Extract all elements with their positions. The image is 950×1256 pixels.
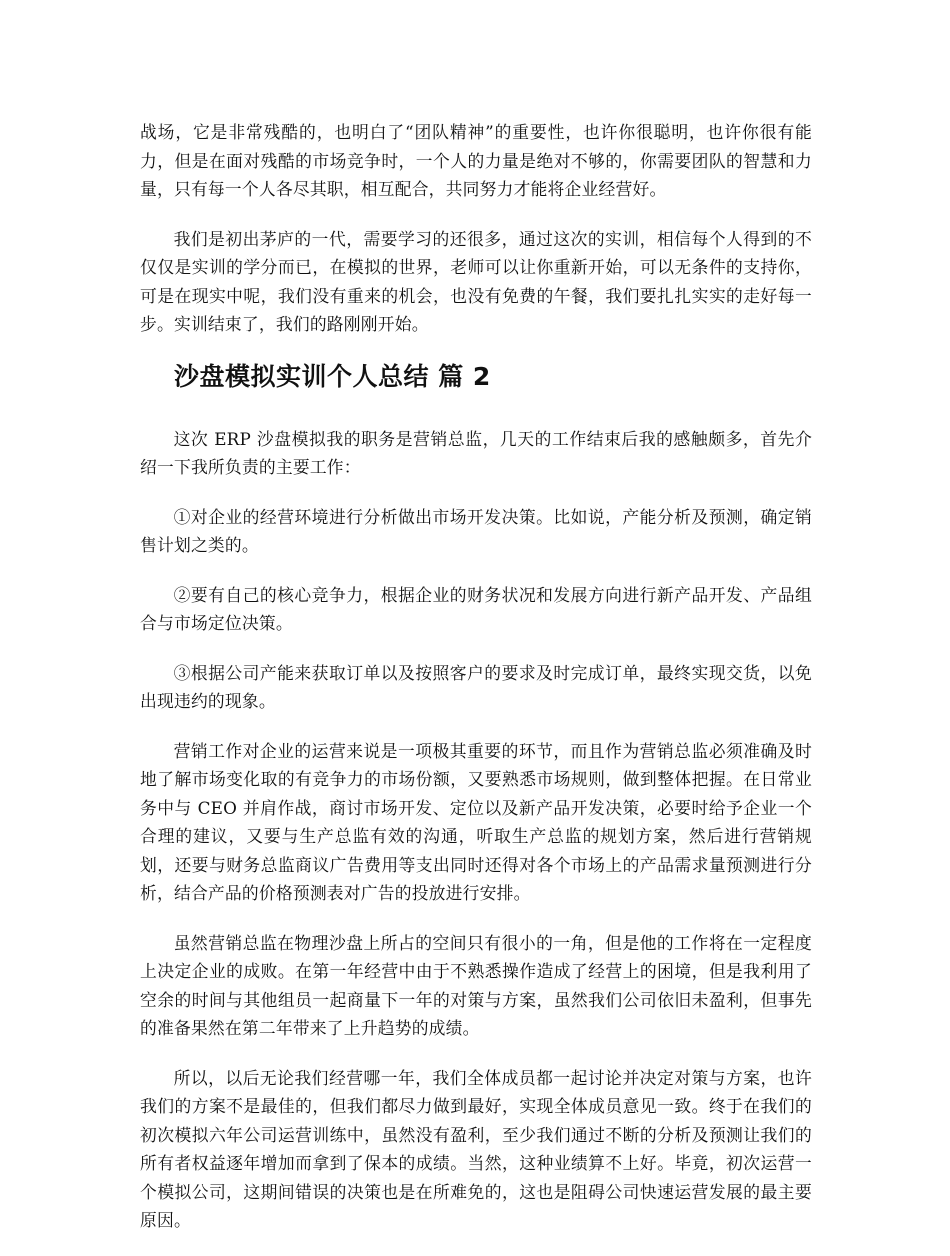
paragraph: 战场，它是非常残酷的，也明白了“团队精神”的重要性，也许你很聪明，也许你很有能力，但是在面对残酷的市场竞争时，一个人的力量是绝对不够的，你需要团队的智慧和力量，只有每一个人各尽其职，相互配合，共同努力才能将企业经营好。: [140, 122, 812, 199]
paragraph: 所以，以后无论我们经营哪一年，我们全体成员都一起讨论并决定对策与方案，也许我们的方案不是最佳的，但我们都尽力做到最好，实现全体成员意见一致。终于在我们的初次模拟六年公司运营训练中，虽然没有盈利，至少我们通过不断的分析及预测让我们的所有者权益逐年增加而拿到了保本的成绩。当然，这种业绩算不上好。毕竟，初次运营一个模拟公司，这期间错误的决策也是在所难免的，这也是阻碍公司快速运营发展的最主要原因。: [140, 1067, 812, 1230]
paragraph: ②要有自己的核心竞争力，根据企业的财务状况和发展方向进行新产品开发、产品组合与市场定位决策。: [140, 584, 812, 633]
paragraph: ①对企业的经营环境进行分析做出市场开发决策。比如说，产能分析及预测，确定销售计划之类的。: [140, 506, 812, 555]
paragraph: ③根据公司产能来获取订单以及按照客户的要求及时完成订单，最终实现交货，以免出现违约的现象。: [140, 662, 812, 711]
document-body: [140, 118, 812, 1256]
paragraph: 我们是初出茅庐的一代，需要学习的还很多，通过这次的实训，相信每个人得到的不仅仅是实训的学分而已，在模拟的世界，老师可以让你重新开始，可以无条件的支持你，可是在现实中呢，我们没有重来的机会，也没有免费的午餐，我们要扎扎实实的走好每一步。实训结束了，我们的路刚刚开始。: [140, 228, 812, 334]
paragraph: 营销工作对企业的运营来说是一项极其重要的环节，而且作为营销总监必须准确及时地了解市场变化取的有竞争力的市场份额，又要熟悉市场规则，做到整体把握。在日常业务中与 CEO 并肩作战，商讨市场开发、定位以及新产品开发决策，必要时给予企业一个合理的建议，又要与生产总监有效的沟通，听取生产总监的规划方案，然后进行营销规划，还要与财务总监商议广告费用等支出同时还得对各个市场上的产品需求量预测进行分析，结合产品的价格预测表对广告的投放进行安排。: [140, 740, 813, 903]
paragraph: 虽然营销总监在物理沙盘上所占的空间只有很小的一角，但是他的工作将在一定程度上决定企业的成败。在第一年经营中由于不熟悉操作造成了经营上的困境，但是我利用了空余的时间与其他组员一起商量下一年的对策与方案，虽然我们公司依旧未盈利，但事先的准备果然在第二年带来了上升趋势的成绩。: [140, 932, 812, 1038]
paragraph: 这次 ERP 沙盘模拟我的职务是营销总监，几天的工作结束后我的感触颇多，首先介绍一下我所负责的主要工作：: [140, 428, 812, 477]
section-heading: 沙盘模拟实训个人总结 篇 2: [174, 361, 491, 391]
